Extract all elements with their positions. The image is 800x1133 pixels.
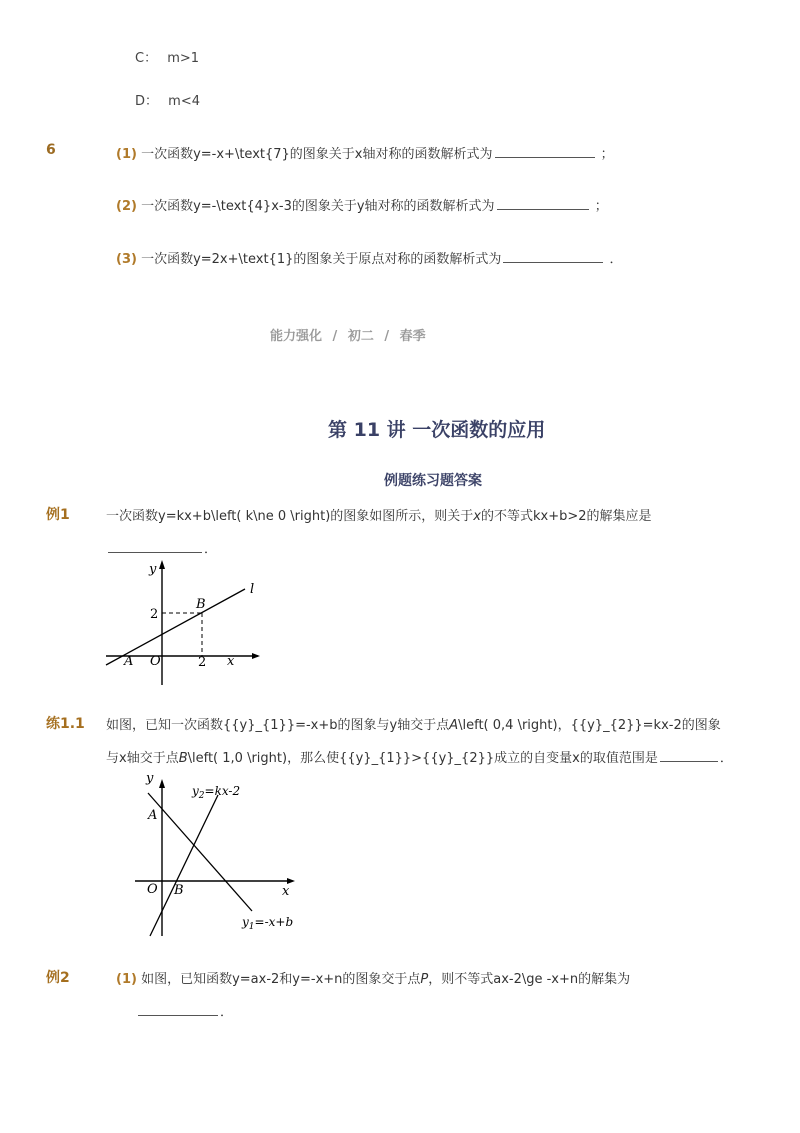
example-1-stem-a: 一次函数y=kx+b\left( k\ne 0 \right)的图象如图所示，则关于: [106, 509, 474, 524]
breadcrumb-item: 春季: [399, 329, 426, 344]
line-y1: [148, 793, 252, 911]
x-axis-label: x: [227, 654, 235, 669]
exercise-1-1-stem-b: \left( 0,4 \right)，{{y}_{2}}=kx-2的图象: [458, 718, 721, 733]
x-axis-label: x: [282, 884, 290, 899]
example-2-stem-a: 如图，已知函数y=ax-2和y=-x+n的图象交于点: [141, 972, 421, 987]
part-1-end: ；: [600, 147, 614, 162]
example-2-part-number: (1): [116, 972, 137, 987]
lesson-title: 第 11 讲 一次函数的应用: [328, 419, 546, 441]
option-c-text: m>1: [167, 51, 200, 66]
option-c-label: C：: [135, 51, 158, 66]
option-d: [135, 90, 200, 109]
answer-blank[interactable]: [660, 749, 718, 762]
origin-label: O: [150, 654, 161, 669]
example-2-answer-line: [136, 1001, 233, 1020]
point-b-label: B: [174, 883, 184, 898]
y-axis-arrow: [159, 560, 165, 569]
breadcrumb-item: 初二: [347, 329, 374, 344]
origin-label: O: [147, 882, 158, 897]
breadcrumb-separator: /: [332, 329, 338, 344]
example-1-label: 例1: [46, 507, 70, 523]
option-c: [135, 47, 199, 66]
point-a-label: A: [148, 808, 158, 823]
example-1-stem-b: 的不等式kx+b>2的解集应是: [480, 509, 652, 524]
answer-blank[interactable]: [495, 145, 595, 158]
part-2-text: 一次函数y=-\text{4}x-3的图象关于y轴对称的函数解析式为: [141, 199, 495, 214]
y1-equation-label: $y_1=-x+b$: [242, 915, 294, 932]
part-3-end: ．: [609, 252, 623, 267]
option-d-label: D：: [135, 94, 159, 109]
breadcrumb: [270, 325, 426, 344]
question-6-part-2: [116, 195, 608, 214]
exercise-1-1-graph: [130, 768, 305, 938]
answer-blank[interactable]: [503, 250, 603, 263]
part-3-text: 一次函数y=2x+\text{1}的图象关于原点对称的函数解析式为: [141, 252, 502, 267]
y-axis-label: y: [146, 771, 154, 786]
exercise-1-1-stem-a: 如图，已知一次函数{{y}_{1}}=-x+b的图象与y轴交于点: [106, 718, 450, 733]
x-axis-arrow: [252, 653, 260, 659]
y-axis-arrow: [159, 779, 165, 788]
option-d-text: m<4: [168, 94, 200, 109]
point-a-label: A: [124, 654, 134, 669]
answer-blank[interactable]: [108, 540, 202, 553]
breadcrumb-item: 能力强化: [270, 329, 323, 344]
question-6-part-3: [116, 248, 623, 267]
y-tick-label: 2: [150, 607, 159, 622]
y2-equation-label: $y_2=kx-2$: [192, 784, 241, 801]
section-title: 例题练习题答案: [384, 473, 482, 489]
exercise-1-1-stem-c: 与x轴交于点: [106, 751, 179, 766]
example-1-variable: x: [473, 509, 481, 524]
exercise-1-1-point-a: A: [449, 718, 459, 733]
example-2-label: 例2: [46, 970, 70, 986]
example-2-stem-b: ，则不等式ax-2\ge -x+n的解集为: [428, 972, 631, 987]
answer-blank[interactable]: [138, 1003, 218, 1016]
line-y2: [150, 795, 218, 936]
example-2-point: P: [420, 972, 429, 987]
line-l-label: l: [250, 582, 255, 597]
question-6-number: 6: [46, 142, 56, 158]
part-2-end: ；: [594, 199, 608, 214]
example-1-end: ．: [204, 542, 218, 557]
part-1-text: 一次函数y=-x+\text{7}的图象关于x轴对称的函数解析式为: [141, 147, 493, 162]
exercise-1-1-line-1: [106, 714, 721, 733]
x-tick-label: 2: [198, 655, 207, 670]
exercise-1-1-point-b: B: [178, 751, 188, 766]
example-2-end: ．: [220, 1005, 234, 1020]
question-6-part-1: [116, 143, 614, 162]
exercise-1-1-line-2: [106, 747, 733, 766]
example-1-text: [106, 505, 652, 524]
exercise-1-1-end: ．: [719, 751, 733, 766]
answer-blank[interactable]: [497, 197, 589, 210]
example-2-text: [116, 968, 630, 987]
breadcrumb-separator: /: [384, 329, 390, 344]
example-1-graph: [100, 555, 270, 690]
part-2-number: (2): [116, 199, 137, 214]
part-3-number: (3): [116, 252, 137, 267]
part-1-number: (1): [116, 147, 137, 162]
point-b-label: B: [196, 597, 206, 612]
y-axis-label: y: [149, 562, 157, 577]
exercise-1-1-stem-d: \left( 1,0 \right)，那么使{{y}_{1}}>{{y}_{2}}成立的自变量x的取值范围是: [187, 751, 658, 766]
exercise-1-1-label: 练1.1: [46, 716, 85, 732]
